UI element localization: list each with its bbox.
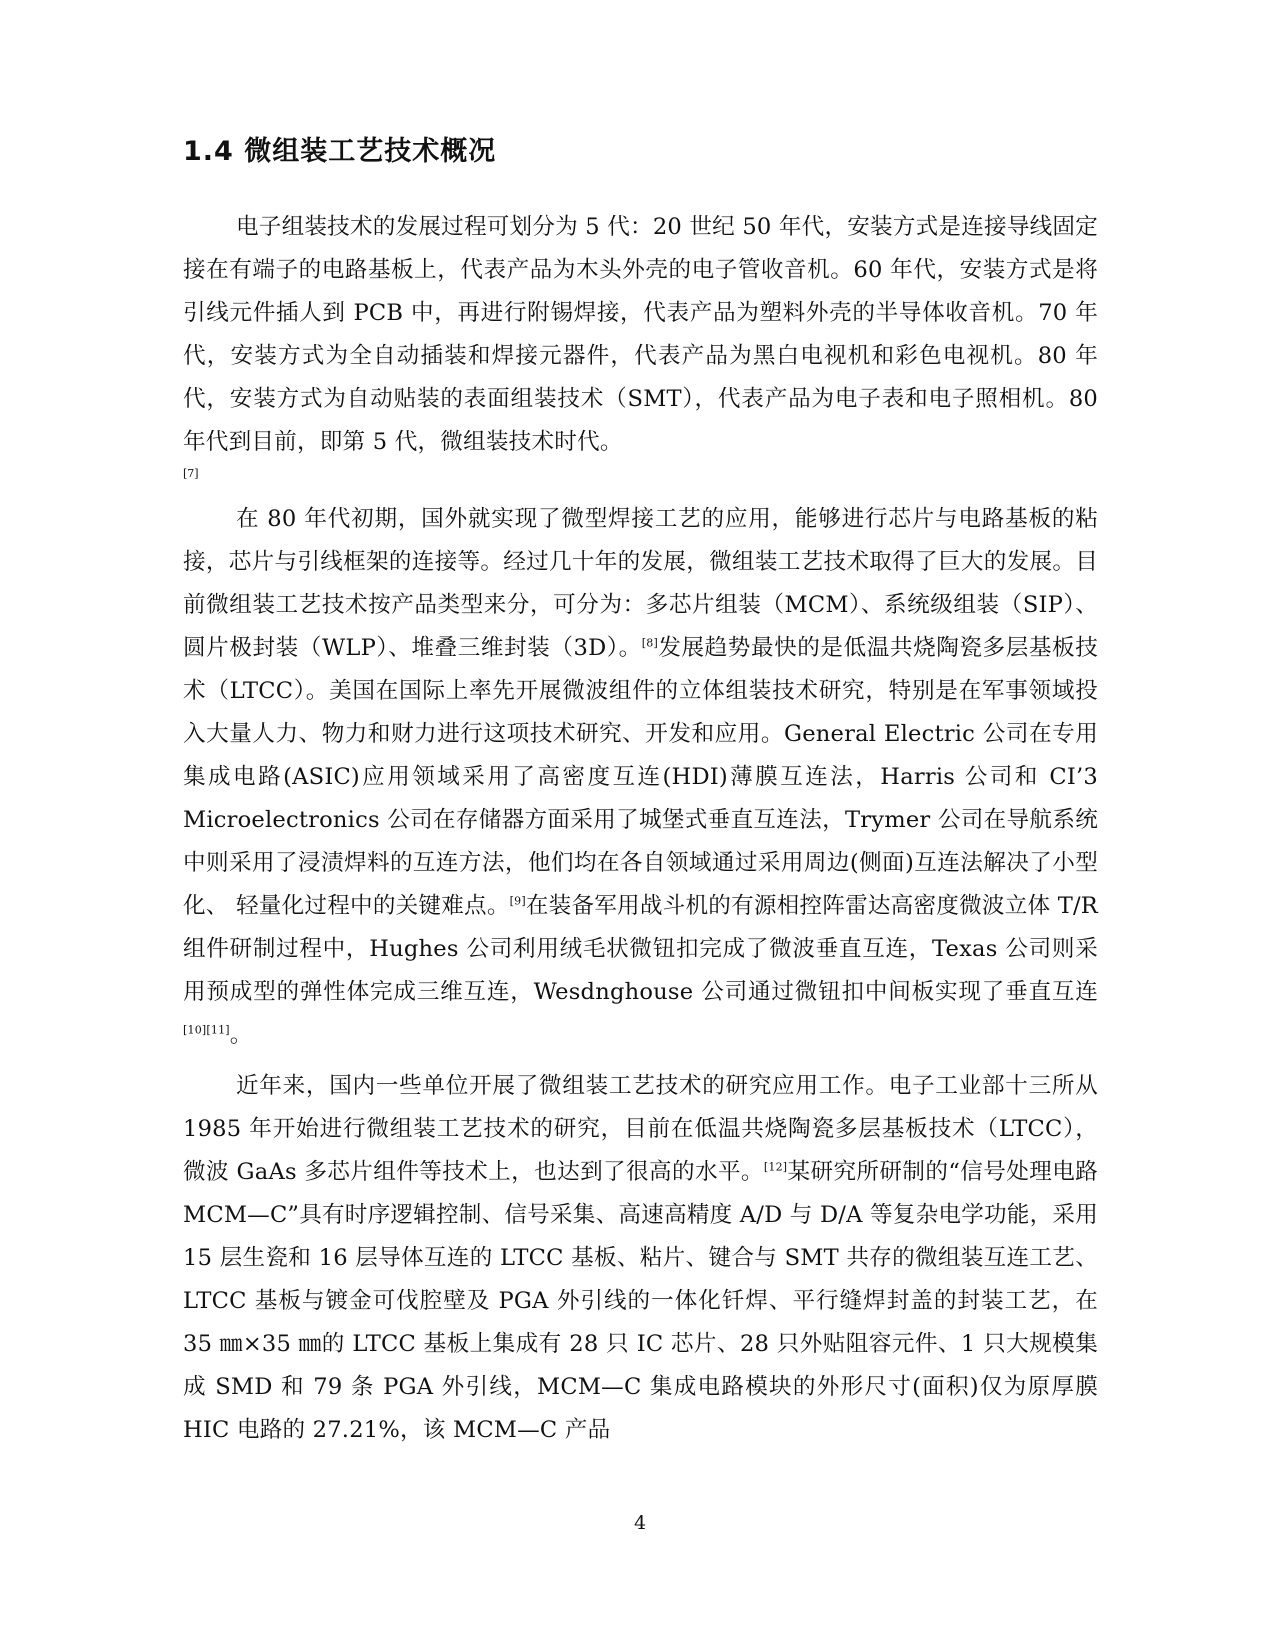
citation-ref: [9]: [509, 894, 526, 908]
citation-ref: [12]: [763, 1160, 788, 1174]
paragraph-text: 某研究所研制的“信号处理电路 MCM—C”具有时序逻辑控制、信号采集、高速高精度 A/D 与 D/A 等复杂电学功能，采用 15 层生瓷和 16 层导体互连的 LTCC 基板、粘片、键合与 SMT 共存的微组装互连工艺、LTCC 基板与镀金可伐腔壁及 PGA 外引线的一体化钎焊、平行缝焊封盖的封装工艺，在 35 ㎜×35 ㎜的 LTCC 基板上集成有 28 只 IC 芯片、28 只外贴阻容元件、1 只大规模集成 SMD 和 79 条 PGA 外引线，MCM—C 集成电路模块的外形尺寸(面积)仅为原厚膜 HIC 电路的 27.21%，该 MCM—C 产品: [183, 1159, 1098, 1443]
paragraph-foreign-development: [183, 498, 1098, 1057]
page-content: [183, 132, 1098, 1460]
paragraph-text: 近年来，国内一些单位开展了微组装工艺技术的研究应用工作。电子工业部十三所从 1985 年开始进行微组装工艺技术的研究，目前在低温共烧陶瓷多层基板技术（LTCC），微波 GaAs 多芯片组件等技术上，也达到了很高的水平。: [183, 1073, 1098, 1185]
paragraph-text: 在 80 年代初期，国外就实现了微型焊接工艺的应用，能够进行芯片与电路基板的粘接，芯片与引线框架的连接等。经过几十年的发展，微组装工艺技术取得了巨大的发展。目前微组装工艺技术按产品类型来分，可分为：多芯片组装（MCM）、系统级组装（SIP）、圆片极封装（WLP）、堆叠三维封装（3D）。: [183, 506, 1098, 661]
citation-ref: [7]: [183, 467, 199, 480]
paragraph-text: 发展趋势最快的是低温共烧陶瓷多层基板技术（LTCC）。美国在国际上率先开展微波组件的立体组装技术研究，特别是在军事领域投入大量人力、物力和财力进行这项技术研究、开发和应用。General Electric 公司在专用集成电路(ASIC)应用领域采用了高密度互连(HDI)薄膜互连法，Harris 公司和 CI’3 Microelectronics 公司在存储器方面采用了城堡式垂直互连法，Trymer 公司在导航系统中则采用了浸渍焊料的互连方法，他们均在各自领域通过采用周边(侧面)互连法解决了小型化、 轻量化过程中的关键难点。: [183, 635, 1098, 919]
page-number: 4: [633, 1512, 647, 1534]
paragraph-text: 电子组装技术的发展过程可划分为 5 代：20 世纪 50 年代，安装方式是连接导线固定接在有端子的电路基板上，代表产品为木头外壳的电子管收音机。60 年代，安装方式是将引线元件插人到 PCB 中，再进行附锡焊接，代表产品为塑料外壳的半导体收音机。70 年代，安装方式为全自动插装和焊接元器件，代表产品为黑白电视机和彩色电视机。80 年代，安装方式为自动贴装的表面组装技术（SMT），代表产品为电子表和电子照相机。80 年代到目前，即第 5 代，微组装技术时代。: [183, 214, 1098, 455]
citation-ref: [10][11]: [183, 1023, 230, 1037]
paragraph-text: 在装备军用战斗机的有源相控阵雷达高密度微波立体 T/R 组件研制过程中，Hughes 公司利用绒毛状微钮扣完成了微波垂直互连，Texas 公司则采用预成型的弹性体完成三维互连，Wesdnghouse 公司通过微钮扣中间板实现了垂直互连: [183, 893, 1098, 1005]
paragraph-assembly-generations: [183, 206, 1098, 464]
section-title: 1.4 微组装工艺技术概况: [183, 136, 497, 167]
paragraph-domestic-development: [183, 1065, 1098, 1452]
paragraph-text: 。: [229, 1022, 253, 1048]
citation-ref: [8]: [641, 636, 658, 650]
